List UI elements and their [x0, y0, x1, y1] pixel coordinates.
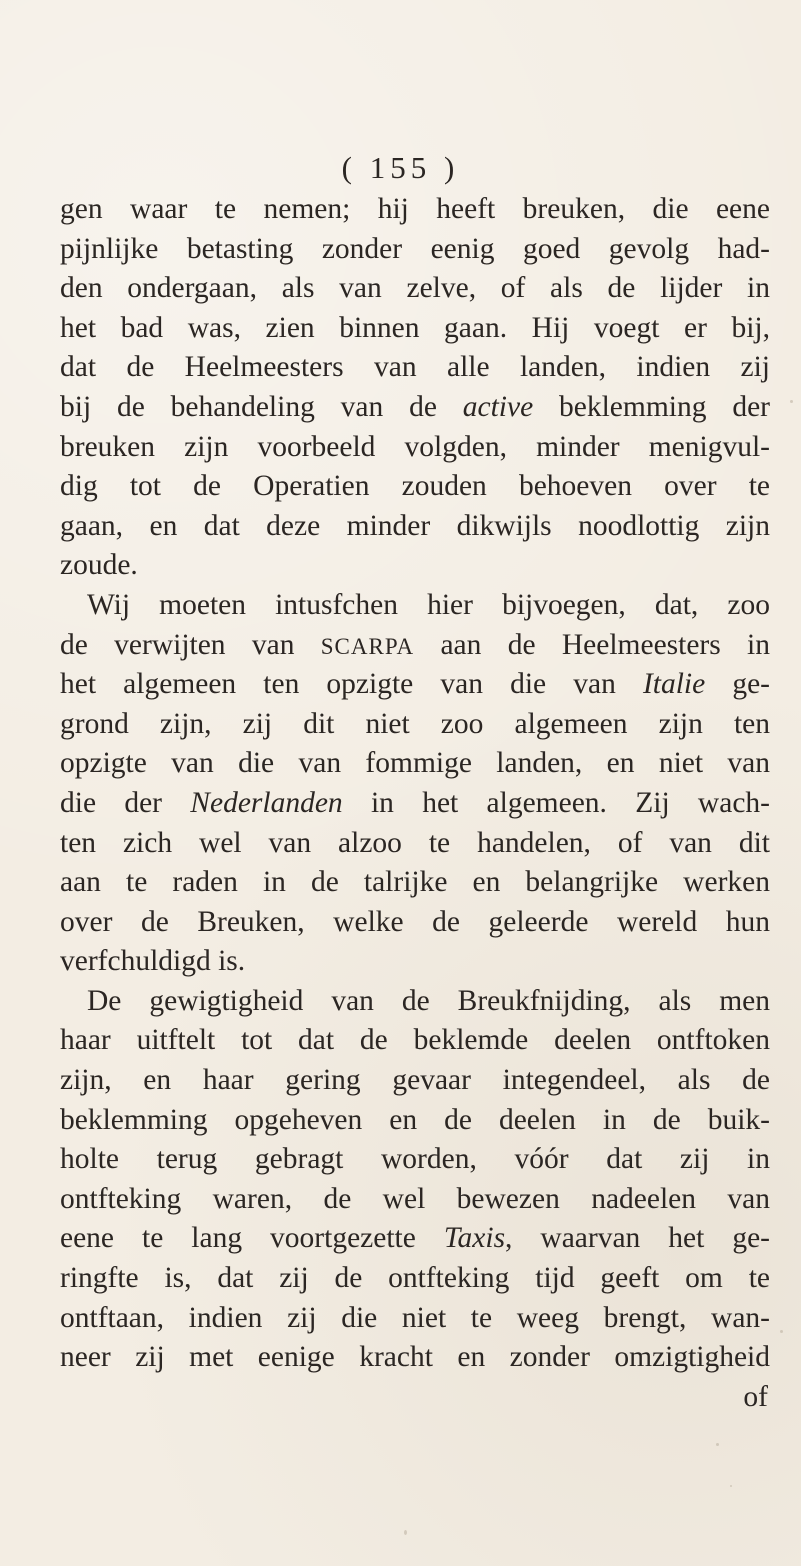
text-segment: de verwijten van — [60, 628, 321, 661]
text-line: grond zijn, zij dit niet zoo algemeen zijn ten — [60, 707, 770, 740]
text-line: ringfte is, dat zij de ontfteking tijd geeft om te — [60, 1262, 770, 1295]
italic-text: Italie — [642, 668, 706, 701]
text-segment: Wij moeten intusfchen hier bijvoegen, dat, zoo — [87, 588, 770, 621]
text-line: aan te raden in de talrijke en belangrijke werken — [60, 866, 770, 899]
paper-speck — [404, 1530, 407, 1535]
smallcaps-text: SCARPA — [320, 633, 415, 659]
paper-speck — [730, 1485, 732, 1487]
text-segment: die der — [60, 786, 191, 819]
text-line: pijnlijke betasting zonder eenig goed gevolg had- — [60, 232, 770, 265]
text-line: ontftaan, indien zij die niet te weeg brengt, wan- — [60, 1301, 770, 1334]
text-line: ten zich wel van alzoo te handelen, of van dit — [60, 826, 770, 859]
text-line: verfchuldigd is. — [60, 945, 246, 978]
text-line: zoude. — [60, 549, 138, 582]
text-line: gaan, en dat deze minder dikwijls noodlottig zijn — [60, 509, 770, 542]
text-line — [60, 1219, 770, 1259]
paper-speck — [790, 400, 793, 403]
text-line: De gewigtigheid van de Breukfnijding, als men — [87, 984, 770, 1017]
text-line: breuken zijn voorbeeld volgden, minder menigvul- — [60, 430, 770, 463]
text-line — [60, 784, 770, 824]
text-line: over de Breuken, welke de geleerde wereld hun — [60, 905, 770, 938]
italic-text: Nederlanden — [190, 786, 343, 819]
text-line: neer zij met eenige kracht en zonder omzigtigheid — [60, 1341, 770, 1374]
paper-speck — [780, 1330, 783, 1333]
paper-speck — [716, 1443, 719, 1446]
text-line: dat de Heelmeesters van alle landen, indien zij — [60, 351, 770, 384]
text-line: het bad was, zien binnen gaan. Hij voegt er bij, — [60, 311, 770, 344]
text-segment: in het algemeen. Zij wach- — [342, 786, 770, 819]
text-line — [60, 626, 770, 666]
text-line: beklemming opgeheven en de deelen in de buik- — [60, 1103, 770, 1136]
text-segment: bij de behandeling van de — [60, 390, 463, 423]
text-segment: beklemming der — [533, 390, 770, 423]
text-line: dig tot de Operatien zouden behoeven over te — [60, 470, 770, 503]
text-line — [60, 388, 770, 428]
italic-text: active — [462, 390, 534, 423]
text-segment: het algemeen ten opzigte van die van — [60, 668, 643, 701]
text-line: den ondergaan, als van zelve, of als de lijder in — [60, 272, 770, 305]
text-line — [60, 586, 770, 626]
text-line: zijn, en haar gering gevaar integendeel, als de — [60, 1064, 770, 1097]
body-text — [60, 190, 770, 1417]
text-line — [60, 665, 770, 705]
text-line: haar uitftelt tot dat de beklemde deelen ontftoken — [60, 1024, 770, 1057]
text-line: of — [743, 1380, 768, 1413]
text-segment: ge- — [705, 668, 770, 701]
text-line: opzigte van die van fommige landen, en niet van — [60, 747, 770, 780]
text-line: holte terug gebragt worden, vóór dat zij in — [60, 1143, 770, 1176]
text-segment: eene te lang voortgezette — [60, 1222, 444, 1255]
page-number: ( 155 ) — [341, 150, 460, 185]
italic-text: Taxis — [443, 1222, 506, 1255]
text-line: ontfteking waren, de wel bewezen nadeelen van — [60, 1182, 770, 1215]
text-segment: aan de Heelmeesters in — [414, 628, 770, 661]
text-line: gen waar te nemen; hij heeft breuken, die eene — [60, 193, 770, 225]
text-segment: , waarvan het ge- — [505, 1222, 770, 1255]
